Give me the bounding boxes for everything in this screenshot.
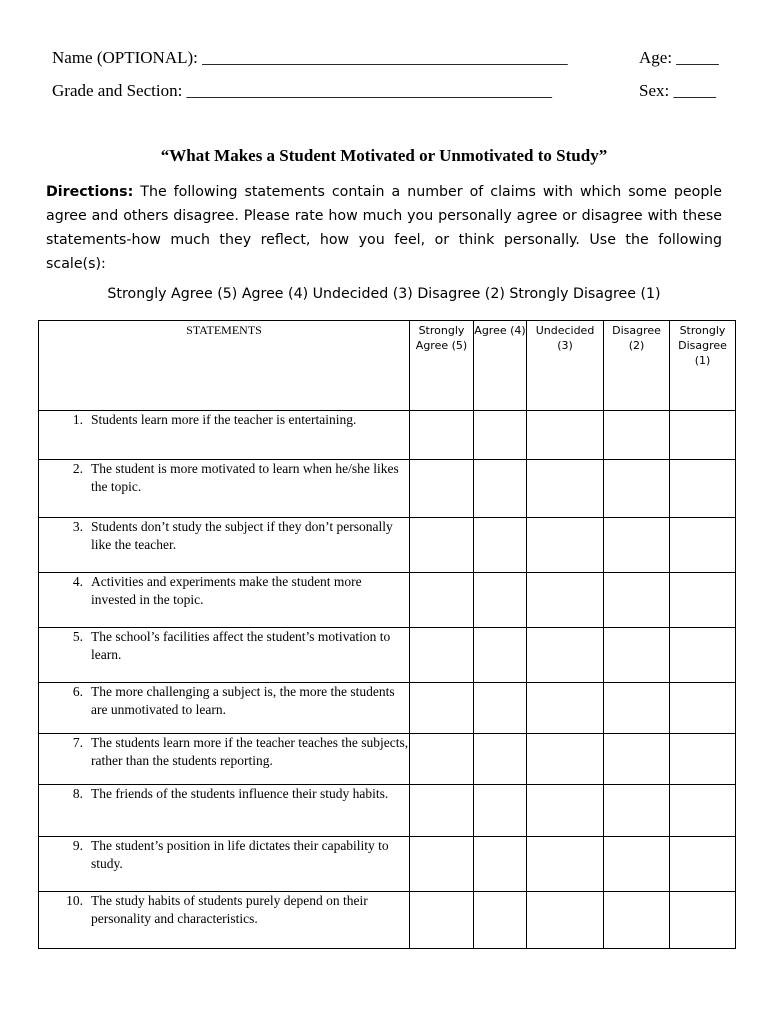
statement-text: Students learn more if the teacher is entertaining. bbox=[91, 412, 357, 427]
statement-text: The study habits of students purely depend on their personality and characteristics. bbox=[91, 893, 368, 926]
statement-item bbox=[39, 892, 409, 928]
statement-item bbox=[39, 734, 409, 770]
table-row bbox=[39, 518, 736, 573]
header-strongly-disagree: Strongly Disagree (1) bbox=[670, 321, 736, 411]
statement-cell bbox=[39, 460, 410, 518]
rating-cell-agree[interactable] bbox=[474, 734, 527, 785]
statement-item bbox=[39, 628, 409, 664]
rating-cell-strongly-agree[interactable] bbox=[410, 411, 474, 460]
rating-cell-disagree[interactable] bbox=[604, 683, 670, 734]
statement-number: 6. bbox=[72, 684, 83, 699]
rating-cell-strongly-disagree[interactable] bbox=[670, 734, 736, 785]
rating-cell-agree[interactable] bbox=[474, 785, 527, 837]
statement-text: The student’s position in life dictates their capability to study. bbox=[91, 838, 389, 871]
rating-cell-strongly-disagree[interactable] bbox=[670, 518, 736, 573]
statement-number: 5. bbox=[72, 629, 83, 644]
name-field[interactable]: Name (OPTIONAL): ___________________________________________ bbox=[52, 48, 568, 67]
table-row bbox=[39, 460, 736, 518]
statement-text: The school’s facilities affect the student’s motivation to learn. bbox=[91, 629, 391, 662]
directions-label: Directions: bbox=[46, 184, 134, 200]
statement-number: 10. bbox=[66, 893, 83, 908]
rating-cell-strongly-disagree[interactable] bbox=[670, 460, 736, 518]
statement-item bbox=[39, 837, 409, 873]
rating-cell-agree[interactable] bbox=[474, 518, 527, 573]
survey-table bbox=[38, 320, 736, 949]
statement-cell bbox=[39, 573, 410, 628]
statement-item bbox=[39, 411, 409, 429]
rating-cell-disagree[interactable] bbox=[604, 785, 670, 837]
statement-text: Activities and experiments make the student more invested in the topic. bbox=[91, 574, 362, 607]
rating-cell-disagree[interactable] bbox=[604, 628, 670, 683]
statement-text: The student is more motivated to learn when he/she likes the topic. bbox=[91, 461, 399, 494]
statement-cell bbox=[39, 628, 410, 683]
rating-cell-strongly-agree[interactable] bbox=[410, 785, 474, 837]
table-row bbox=[39, 683, 736, 734]
table-row bbox=[39, 573, 736, 628]
rating-cell-undecided[interactable] bbox=[527, 837, 604, 892]
rating-cell-strongly-agree[interactable] bbox=[410, 628, 474, 683]
statement-item bbox=[39, 683, 409, 719]
age-field[interactable]: Age: _____ bbox=[639, 48, 719, 67]
rating-cell-undecided[interactable] bbox=[527, 573, 604, 628]
header-statements: STATEMENTS bbox=[39, 321, 410, 411]
rating-cell-disagree[interactable] bbox=[604, 734, 670, 785]
rating-cell-undecided[interactable] bbox=[527, 734, 604, 785]
statement-number: 2. bbox=[72, 461, 83, 476]
rating-cell-agree[interactable] bbox=[474, 837, 527, 892]
rating-cell-strongly-disagree[interactable] bbox=[670, 837, 736, 892]
rating-scale: Strongly Agree (5) Agree (4) Undecided (3) Disagree (2) Strongly Disagree (1) bbox=[107, 286, 661, 302]
table-row bbox=[39, 411, 736, 460]
rating-cell-strongly-disagree[interactable] bbox=[670, 785, 736, 837]
rating-cell-agree[interactable] bbox=[474, 892, 527, 949]
sex-field[interactable]: Sex: _____ bbox=[639, 81, 716, 100]
header-strongly-agree: Strongly Agree (5) bbox=[410, 321, 474, 411]
directions-text: The following statements contain a number of claims with which some people agree and others disagree. Please rate how much you personally agree or disagree with these statements-how much they reflect, how you feel, or think personally. Use the following scale(s): bbox=[46, 184, 722, 272]
survey-title: “What Makes a Student Motivated or Unmotivated to Study” bbox=[160, 146, 608, 165]
rating-cell-strongly-disagree[interactable] bbox=[670, 892, 736, 949]
statement-text: The students learn more if the teacher teaches the subjects, rather than the students reporting. bbox=[91, 735, 409, 768]
rating-cell-strongly-agree[interactable] bbox=[410, 573, 474, 628]
table-row bbox=[39, 734, 736, 785]
table-row bbox=[39, 837, 736, 892]
header-undecided: Undecided (3) bbox=[527, 321, 604, 411]
rating-cell-disagree[interactable] bbox=[604, 573, 670, 628]
rating-cell-agree[interactable] bbox=[474, 460, 527, 518]
table-row bbox=[39, 892, 736, 949]
statement-cell bbox=[39, 837, 410, 892]
rating-cell-disagree[interactable] bbox=[604, 411, 670, 460]
statement-cell bbox=[39, 683, 410, 734]
statement-item bbox=[39, 460, 409, 496]
rating-cell-strongly-disagree[interactable] bbox=[670, 573, 736, 628]
statement-cell bbox=[39, 411, 410, 460]
rating-cell-strongly-agree[interactable] bbox=[410, 683, 474, 734]
statement-cell bbox=[39, 892, 410, 949]
rating-cell-undecided[interactable] bbox=[527, 460, 604, 518]
rating-cell-strongly-disagree[interactable] bbox=[670, 411, 736, 460]
table-row bbox=[39, 628, 736, 683]
rating-cell-undecided[interactable] bbox=[527, 683, 604, 734]
statement-cell bbox=[39, 785, 410, 837]
statement-number: 4. bbox=[72, 574, 83, 589]
rating-cell-disagree[interactable] bbox=[604, 837, 670, 892]
statement-item bbox=[39, 785, 409, 803]
rating-cell-agree[interactable] bbox=[474, 573, 527, 628]
statement-item bbox=[39, 518, 409, 554]
rating-cell-undecided[interactable] bbox=[527, 892, 604, 949]
table-row bbox=[39, 785, 736, 837]
directions bbox=[46, 180, 722, 276]
rating-cell-strongly-agree[interactable] bbox=[410, 837, 474, 892]
rating-cell-strongly-disagree[interactable] bbox=[670, 683, 736, 734]
statement-item bbox=[39, 573, 409, 609]
rating-cell-undecided[interactable] bbox=[527, 518, 604, 573]
rating-cell-strongly-disagree[interactable] bbox=[670, 628, 736, 683]
statement-text: Students don’t study the subject if they don’t personally like the teacher. bbox=[91, 519, 393, 552]
rating-cell-undecided[interactable] bbox=[527, 411, 604, 460]
statement-text: The more challenging a subject is, the more the students are unmotivated to learn. bbox=[91, 684, 395, 717]
rating-cell-strongly-agree[interactable] bbox=[410, 460, 474, 518]
grade-section-field[interactable]: Grade and Section: ___________________________________________ bbox=[52, 81, 553, 100]
rating-cell-disagree[interactable] bbox=[604, 460, 670, 518]
header-agree: Agree (4) bbox=[474, 321, 527, 411]
rating-cell-strongly-agree[interactable] bbox=[410, 518, 474, 573]
rating-cell-disagree[interactable] bbox=[604, 518, 670, 573]
rating-cell-agree[interactable] bbox=[474, 683, 527, 734]
rating-cell-strongly-agree[interactable] bbox=[410, 892, 474, 949]
statement-text: The friends of the students influence their study habits. bbox=[91, 786, 389, 801]
statement-number: 7. bbox=[72, 735, 83, 750]
table-header-row bbox=[39, 321, 736, 411]
statement-cell bbox=[39, 734, 410, 785]
statement-number: 9. bbox=[72, 838, 83, 853]
header-disagree: Disagree (2) bbox=[604, 321, 670, 411]
statement-number: 8. bbox=[72, 786, 83, 801]
statement-cell bbox=[39, 518, 410, 573]
rating-cell-undecided[interactable] bbox=[527, 628, 604, 683]
rating-cell-disagree[interactable] bbox=[604, 892, 670, 949]
rating-cell-agree[interactable] bbox=[474, 628, 527, 683]
rating-cell-agree[interactable] bbox=[474, 411, 527, 460]
rating-cell-strongly-agree[interactable] bbox=[410, 734, 474, 785]
rating-cell-undecided[interactable] bbox=[527, 785, 604, 837]
statement-number: 1. bbox=[72, 412, 83, 427]
statement-number: 3. bbox=[72, 519, 83, 534]
